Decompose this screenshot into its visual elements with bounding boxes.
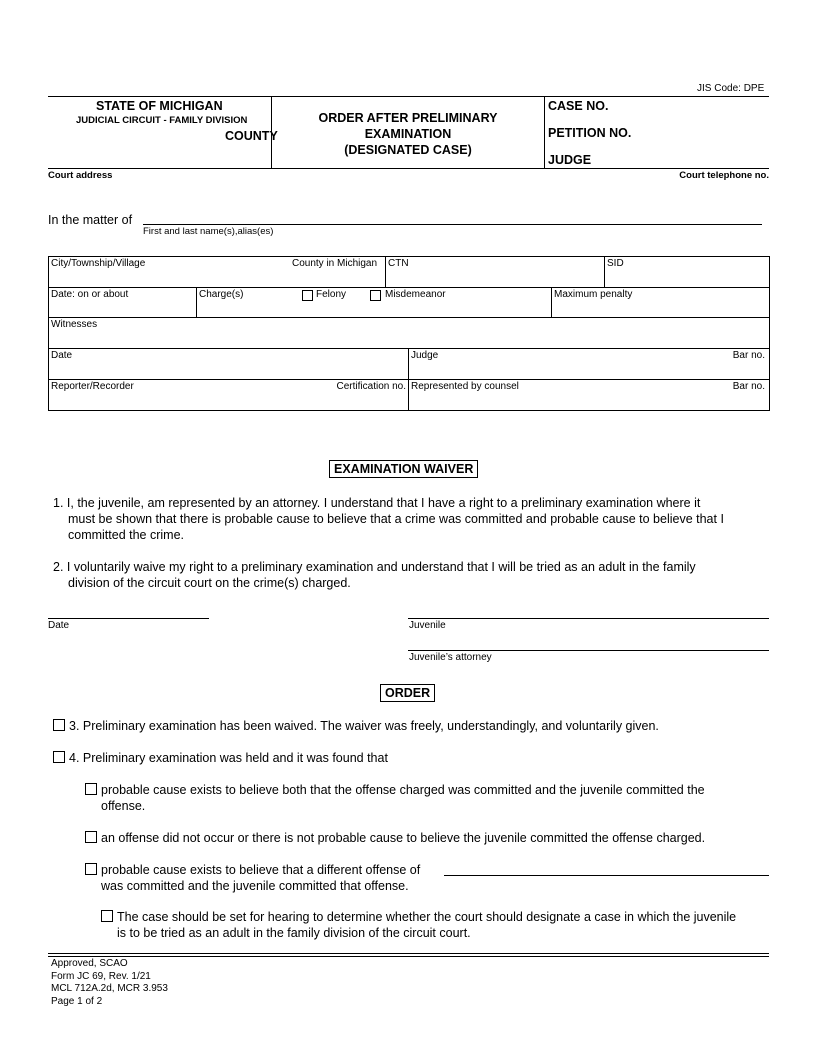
matter-sublabel: First and last name(s),alias(es) <box>143 226 274 237</box>
header-bottom-rule <box>48 168 769 169</box>
option-b-text: an offense did not occur or there is not probable cause to believe the juvenile committed the offense charged. <box>101 831 706 845</box>
footer-rule-1 <box>48 953 769 954</box>
footer-info <box>51 958 168 1008</box>
reporter-label: Reporter/Recorder <box>51 381 134 392</box>
represented-label: Represented by counsel <box>411 381 519 392</box>
grid-v-sid <box>604 256 605 287</box>
footer-page: Page 1 of 2 <box>51 995 103 1007</box>
form-title-line-3: (DESIGNATED CASE) <box>344 143 472 157</box>
certification-no-label: Certification no. <box>336 381 406 392</box>
designation-line-2: is to be tried as an adult in the family division of the circuit court. <box>117 926 471 940</box>
header-top-rule <box>48 96 769 97</box>
county-mi-field-label: County in Michigan <box>292 258 378 269</box>
ctn-field-label: CTN <box>388 258 409 269</box>
misdemeanor-checkbox[interactable] <box>370 290 381 301</box>
grid-v-penalty <box>551 287 552 317</box>
header-divider-2 <box>544 96 545 168</box>
order-title: ORDER <box>380 684 435 702</box>
designation-hearing-checkbox[interactable] <box>101 910 113 922</box>
sig-juvenile-line[interactable] <box>408 618 769 619</box>
waiver-item-1 <box>53 495 773 543</box>
witnesses-label: Witnesses <box>51 319 98 330</box>
court-division: JUDICIAL CIRCUIT - FAMILY DIVISION <box>76 115 248 126</box>
designation-hearing-text <box>117 909 777 941</box>
form-title <box>272 110 544 158</box>
state-name: STATE OF MICHIGAN <box>96 99 223 113</box>
option-a-text <box>101 782 771 814</box>
item-4-checkbox[interactable] <box>53 751 65 763</box>
form-title-line-1: ORDER AFTER PRELIMINARY <box>318 111 498 125</box>
judge-label: JUDGE <box>548 153 592 167</box>
grid-row-line-2 <box>48 317 769 318</box>
option-c-checkbox[interactable] <box>85 863 97 875</box>
sig-date-label: Date <box>48 620 70 631</box>
order-item-3: 3. Preliminary examination has been waived. The waiver was freely, understandingly, and voluntarily given. <box>69 719 659 733</box>
court-telephone-label: Court telephone no. <box>679 170 769 181</box>
footer-mcl: MCL 712A.2d, MCR 3.953 <box>51 983 168 994</box>
jis-code: JIS Code: DPE <box>697 83 765 94</box>
waiver-title: EXAMINATION WAIVER <box>329 460 478 478</box>
matter-name-line[interactable] <box>143 224 762 225</box>
footer-rule-2 <box>48 956 769 957</box>
felony-label: Felony <box>316 289 347 300</box>
date-on-about-label: Date: on or about <box>51 289 129 300</box>
city-field-label: City/Township/Village <box>51 258 146 269</box>
footer-form-number: Form JC 69, Rev. 1/21 <box>51 970 151 982</box>
option-a-checkbox[interactable] <box>85 783 97 795</box>
option-b-checkbox[interactable] <box>85 831 97 843</box>
max-penalty-label: Maximum penalty <box>554 289 633 300</box>
sid-field-label: SID <box>607 258 624 269</box>
waiver-item-2 <box>53 559 773 591</box>
different-offense-line[interactable] <box>444 875 769 876</box>
county-label: COUNTY <box>225 129 278 143</box>
felony-checkbox[interactable] <box>302 290 313 301</box>
bar-no-label-1: Bar no. <box>732 350 765 361</box>
grid-row-line-1 <box>48 287 769 288</box>
date-field-label: Date <box>51 350 73 361</box>
order-item-4: 4. Preliminary examination was held and it was found that <box>69 751 388 765</box>
sig-date-line[interactable] <box>48 618 209 619</box>
charges-label: Charge(s) <box>199 289 244 300</box>
waiver-item-1-line-1: 1. I, the juvenile, am represented by an attorney. I understand that I have a right to a preliminary examination where it <box>53 496 701 510</box>
form-title-line-2: EXAMINATION <box>364 127 452 141</box>
case-info-grid <box>48 256 770 411</box>
judge-field-label: Judge <box>411 350 439 361</box>
option-c-line-2: was committed and the juvenile committed that offense. <box>101 879 409 893</box>
footer-approved: Approved, SCAO <box>51 958 128 969</box>
sig-attorney-line[interactable] <box>408 650 769 651</box>
designation-line-1: The case should be set for hearing to determine whether the court should designate a case in which the juvenile <box>117 910 737 924</box>
waiver-item-2-line-1: 2. I voluntarily waive my right to a preliminary examination and understand that I will be tried as an adult in the family <box>53 560 696 574</box>
grid-v-judge <box>408 348 409 410</box>
sig-juvenile-label: Juvenile <box>409 620 446 631</box>
item-3-checkbox[interactable] <box>53 719 65 731</box>
sig-attorney-label: Juvenile’s attorney <box>409 652 492 663</box>
petition-number-label: PETITION NO. <box>548 126 632 140</box>
court-address-label: Court address <box>48 170 113 181</box>
grid-v-charges <box>196 287 197 317</box>
bar-no-label-2: Bar no. <box>732 381 765 392</box>
option-a-line-2: offense. <box>101 799 146 813</box>
waiver-item-1-line-2: must be shown that there is probable cause to believe that a crime was committed and probable cause to believe that I <box>68 512 724 526</box>
misdemeanor-label: Misdemeanor <box>385 289 446 300</box>
waiver-item-1-line-3: committed the crime. <box>68 528 185 542</box>
option-c-line-1: probable cause exists to believe that a different offense of <box>101 863 421 877</box>
case-number-label: CASE NO. <box>548 99 609 113</box>
waiver-item-2-line-2: division of the circuit court on the crime(s) charged. <box>68 576 351 590</box>
matter-label: In the matter of <box>48 213 133 227</box>
grid-v-ctn <box>385 256 386 287</box>
option-a-line-1: probable cause exists to believe both that the offense charged was committed and the juvenile committed the <box>101 783 705 797</box>
